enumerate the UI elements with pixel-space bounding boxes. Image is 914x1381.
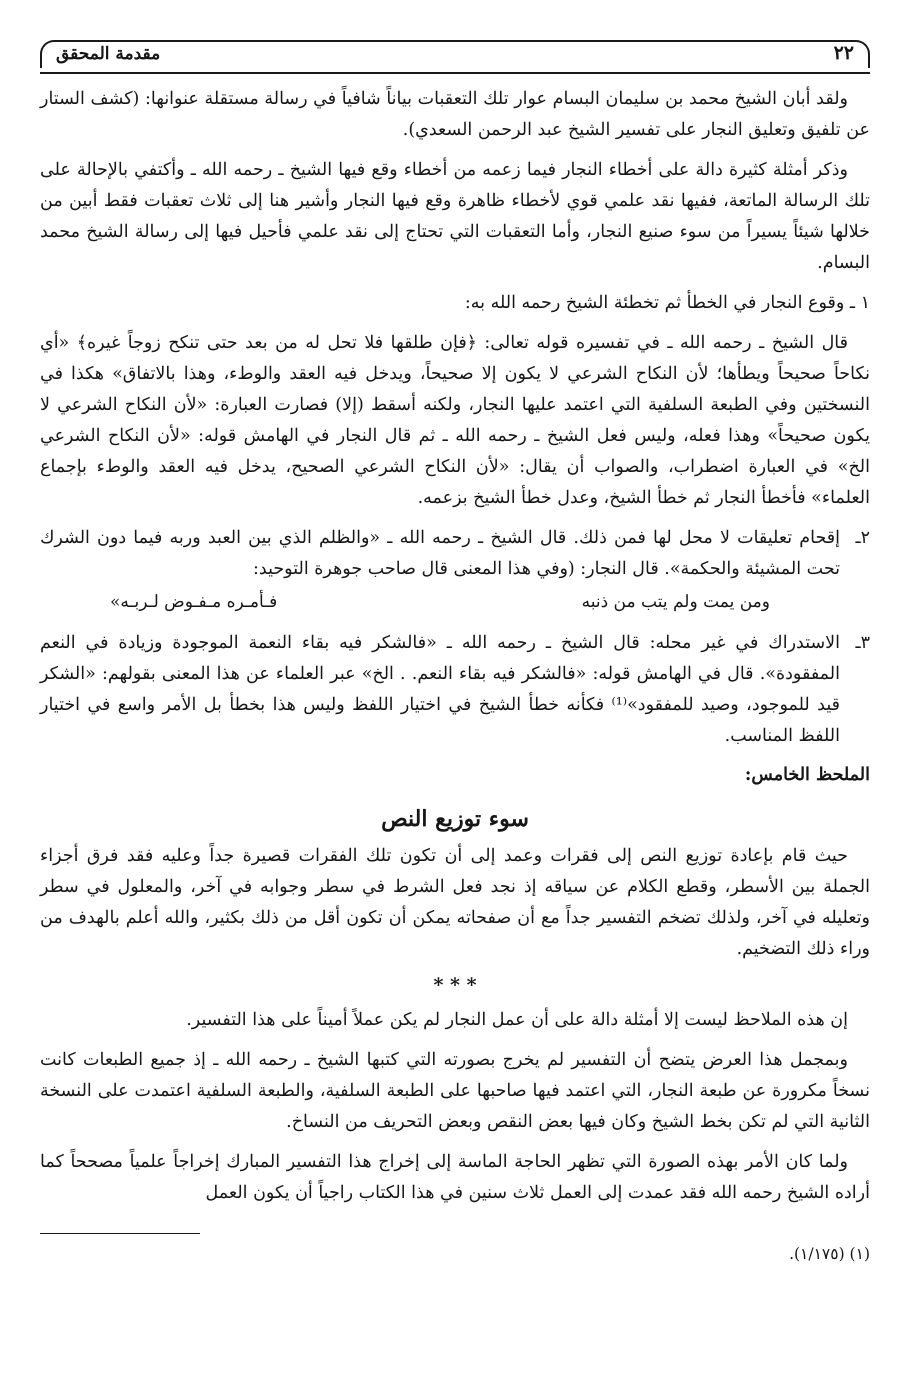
section-title: سوء توزيع النص bbox=[381, 806, 529, 832]
paragraph-distribution: حيث قام بإعادة توزيع النص إلى فقرات وعمد إلى أن تكون تلك الفقرات قصيرة جداً وعليه فقد فرق أجزاء الجملة بين الأسطر، وقطع الكلام عن سياقه إذ نجد فعل الشرط في سطر وجوابه في آخر، والمعلول في سطر وتعليله في آخر، ولذلك تضخم التفسير جداً مع أن صفحاته يمكن أن تكون أقل من ذلك بكثير، والله أعلم بالهدف من وراء ذلك التضخيم. bbox=[40, 846, 870, 959]
running-title: مقدمة المحقق bbox=[56, 44, 161, 64]
item-number: ٣ـ bbox=[855, 633, 870, 653]
verse-second-hemistich: فـأمـره مـفـوض لـربـه» bbox=[110, 592, 278, 612]
header-frame bbox=[40, 40, 870, 68]
item-number: ٢ـ bbox=[855, 528, 870, 548]
section-separator: * * * bbox=[433, 974, 477, 996]
paragraph-conclusion: إن هذه الملاحظ ليست إلا أمثلة دالة على أن عمل النجار لم يكن عملاً أميناً على هذا التفسير. bbox=[186, 1010, 848, 1030]
paragraph-summary: وبمجمل هذا العرض يتضح أن التفسير لم يخرج بصورته التي كتبها الشيخ ـ رحمه الله ـ إذ جميع الطبعات كانت نسخاً مكرورة عن طبعة النجار، التي اعتمد فيها صاحبها على الطبعة السلفية، والطبعة السلفية اعتمدت على النسخة الثانية التي لم تكن بخط الشيخ وكان فيها بعض النقص وبعض التحريف من النساخ. bbox=[40, 1050, 870, 1132]
section-label: الملحظ الخامس: bbox=[744, 765, 870, 785]
poetry-verse bbox=[40, 585, 840, 619]
footnote-divider bbox=[40, 1233, 200, 1234]
item-text: إقحام تعليقات لا محل لها فمن ذلك. قال الشيخ ـ رحمه الله ـ «والظلم الذي بين العبد وربه فيما دون الشرك تحت المشيئة والحكمة». قال النجار: (وفي هذا المعنى قال صاحب جوهرة التوحيد: bbox=[40, 528, 840, 579]
paragraph-quote: قال الشيخ ـ رحمه الله ـ في تفسيره قوله تعالى: ﴿فإن طلقها فلا تحل له من بعد حتى تنكح زوجاً غيره﴾ «أي نكاحاً صحيحاً ويطأها؛ لأن النكاح الشرعي لا يكون إلا صحيحاً، ويدخل فيه العقد والوطء، وهذا بالاتفاق» هكذا في النسختين وفي الطبعة السلفية التي اعتمد عليها النجار، ولكنه أسقط (إلا) فصارت العبارة: «لأن النكاح الشرعي لا يكون صحيحاً» وهذا فعله، وليس فعل الشيخ ـ رحمه الله ـ ثم قال النجار في الهامش قوله: «لأن النكاح الشرعي الخ» في العبارة اضطراب، والصواب أن يقال: «لأن النكاح الشرعي الصحيح، يدخل فيه العقد والوطء بإجماع العلماء» فأخطأ النجار ثم خطأ الشيخ، وعدل خطأ الشيخ بزعمه. bbox=[40, 333, 870, 508]
paragraph-motivation: ولما كان الأمر بهذه الصورة التي تظهر الحاجة الماسة إلى إخراج هذا التفسير المبارك إخراجاً علمياً مصححاً كما أراده الشيخ رحمه الله فقد عمدت إلى العمل ثلاث سنين في هذا الكتاب راجياً أن يكون العمل bbox=[40, 1152, 870, 1203]
verse-first-hemistich: ومن يمت ولم يتب من ذنبه bbox=[581, 592, 770, 612]
paragraph-intro: ولقد أبان الشيخ محمد بن سليمان البسام عوار تلك التعقبات بياناً شافياً في رسالة مستقلة عنوانها: (كشف الستار عن تلفيق وتعليق النجار على تفسير الشيخ عبد الرحمن السعدي). bbox=[40, 89, 870, 140]
paragraph-examples: وذكر أمثلة كثيرة دالة على أخطاء النجار فيما زعمه من أخطاء وقع فيها الشيخ ـ رحمه الله ـ وأكتفي بالإحالة على تلك الرسالة الماتعة، ففيها نقد علمي قوي لأخطاء ظاهرة وقع فيها النجار وأشير هنا إلى ثلاث تعقبات فقط أبين من خلالها شيئاً يسيراً من سوء صنيع النجار، وأما التعقبات التي تحتاج إلى نقد علمي فأحيل فيها إلى رسالة الشيخ محمد البسام. bbox=[40, 160, 870, 273]
item-text: الاستدراك في غير محله: قال الشيخ ـ رحمه الله ـ «فالشكر فيه بقاء النعمة الموجودة وزيادة في النعم المفقودة». قال في الهامش قوله: «فالشكر فيه بقاء النعم. . الخ» عبر العلماء عن هذا المعنى بقولهم: «الشكر قيد للموجود، وصيد للمفقود»⁽¹⁾ فكأنه خطأ الشيخ في اختيار اللفظ وليس هذا بخطأ بل الأمر واسع في اختيار اللفظ المناسب. bbox=[40, 633, 840, 746]
page-number: ٢٢ bbox=[833, 42, 854, 64]
list-item bbox=[40, 628, 870, 752]
list-item bbox=[40, 523, 870, 619]
footnote: (١) (١/١٧٥). bbox=[789, 1245, 870, 1263]
page-header bbox=[40, 38, 870, 74]
book-page bbox=[40, 38, 870, 1268]
point-one-heading: ١ ـ وقوع النجار في الخطأ ثم تخطئة الشيخ رحمه الله به: bbox=[464, 293, 870, 313]
